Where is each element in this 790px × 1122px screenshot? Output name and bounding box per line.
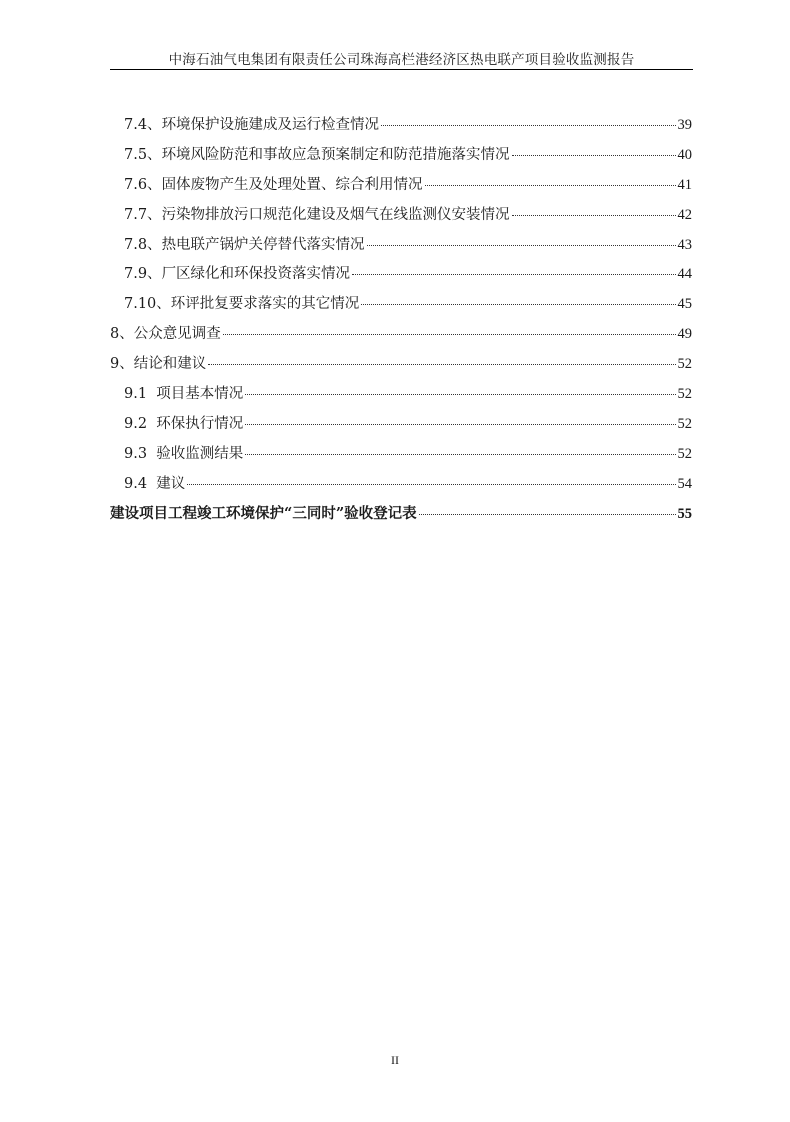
toc-entry[interactable]: [110, 412, 692, 442]
toc-entry-page: 52: [677, 386, 692, 403]
toc-entry-page: 54: [677, 475, 692, 492]
toc-entry-title: 结论和建议: [133, 356, 207, 373]
toc-dot-leader: [381, 125, 675, 126]
toc-entry-number: 7.6、: [124, 176, 162, 193]
toc-entry[interactable]: [110, 472, 692, 502]
toc-entry[interactable]: [110, 113, 692, 143]
toc-entry-page: 49: [677, 326, 692, 343]
toc-entry[interactable]: [110, 143, 692, 173]
toc-entry[interactable]: [110, 382, 692, 412]
toc-entry-title: 热电联产锅炉关停替代落实情况: [161, 236, 365, 253]
toc-entry-page: 41: [677, 176, 692, 193]
toc-dot-leader: [419, 514, 676, 515]
toc-entry-page: 45: [677, 296, 692, 313]
toc-entry-page: 39: [677, 117, 692, 133]
toc-dot-leader: [187, 484, 675, 485]
page-number: II: [391, 1053, 399, 1067]
toc-entry-title: 环评批复要求落实的其它情况: [170, 296, 360, 313]
header-divider: [110, 69, 693, 70]
toc-entry-number: 7.9、: [124, 266, 162, 283]
toc-entry-page: 40: [677, 146, 692, 163]
toc-entry-number: 7.7、: [124, 206, 162, 223]
toc-dot-leader: [361, 304, 675, 305]
page-header-title: 中海石油气电集团有限责任公司珠海高栏港经济区热电联产项目验收监测报告: [168, 52, 635, 68]
toc-entry-number: 7.10、: [124, 296, 171, 313]
toc-entry-number: 9.1: [124, 386, 157, 403]
toc-dot-leader: [245, 394, 675, 395]
toc-entry-page: 52: [677, 415, 692, 432]
toc-entry-page: 55: [677, 505, 692, 522]
toc-dot-leader: [512, 215, 676, 216]
toc-entry[interactable]: [110, 352, 692, 382]
toc-dot-leader: [245, 424, 675, 425]
table-of-contents: [110, 113, 692, 531]
toc-entry-title: 验收监测结果: [156, 445, 244, 462]
toc-entry[interactable]: [110, 173, 692, 203]
toc-entry-number: 9.3: [124, 445, 157, 462]
toc-entry-title: 环境保护设施建成及运行检查情况: [161, 117, 380, 133]
toc-entry[interactable]: [110, 292, 692, 322]
toc-dot-leader: [425, 185, 676, 186]
toc-entry[interactable]: [110, 203, 692, 233]
toc-entry-title: 厂区绿化和环保投资落实情况: [161, 266, 351, 283]
toc-entry-title: 建设项目工程竣工环境保护“三同时”验收登记表: [110, 504, 417, 522]
toc-dot-leader: [352, 274, 675, 275]
toc-entry-title: 环境风险防范和事故应急预案制定和防范措施落实情况: [161, 146, 510, 163]
toc-entry[interactable]: [110, 262, 692, 292]
toc-dot-leader: [512, 155, 676, 156]
toc-entry-number: 9.2: [124, 415, 157, 432]
toc-entry-page: 52: [677, 445, 692, 462]
toc-entry-page: 43: [677, 236, 692, 253]
toc-entry[interactable]: [110, 322, 692, 352]
toc-entry-title: 项目基本情况: [156, 386, 244, 403]
toc-entry-title: 建议: [156, 475, 186, 492]
toc-entry-number: 9.4: [124, 475, 157, 492]
toc-entry-title: 污染物排放污口规范化建设及烟气在线监测仪安装情况: [161, 206, 510, 223]
toc-entry-title: 环保执行情况: [156, 415, 244, 432]
toc-dot-leader: [223, 334, 676, 335]
toc-dot-leader: [245, 454, 675, 455]
toc-entry-number: 9、: [110, 356, 134, 373]
toc-dot-leader: [208, 364, 675, 365]
toc-entry-page: 52: [677, 356, 692, 373]
toc-entry-page: 44: [677, 266, 692, 283]
toc-entry-number: 8、: [110, 326, 134, 343]
toc-entry[interactable]: [110, 442, 692, 472]
toc-dot-leader: [367, 245, 676, 246]
toc-entry-number: 7.4、: [124, 117, 162, 133]
toc-entry-number: 7.8、: [124, 236, 162, 253]
toc-entry-title: 固体废物产生及处理处置、综合利用情况: [161, 176, 423, 193]
toc-entry-number: 7.5、: [124, 146, 162, 163]
toc-entry-title: 公众意见调查: [133, 326, 221, 343]
toc-entry[interactable]: [110, 233, 692, 263]
toc-entry-page: 42: [677, 206, 692, 223]
toc-entry[interactable]: [110, 502, 692, 532]
